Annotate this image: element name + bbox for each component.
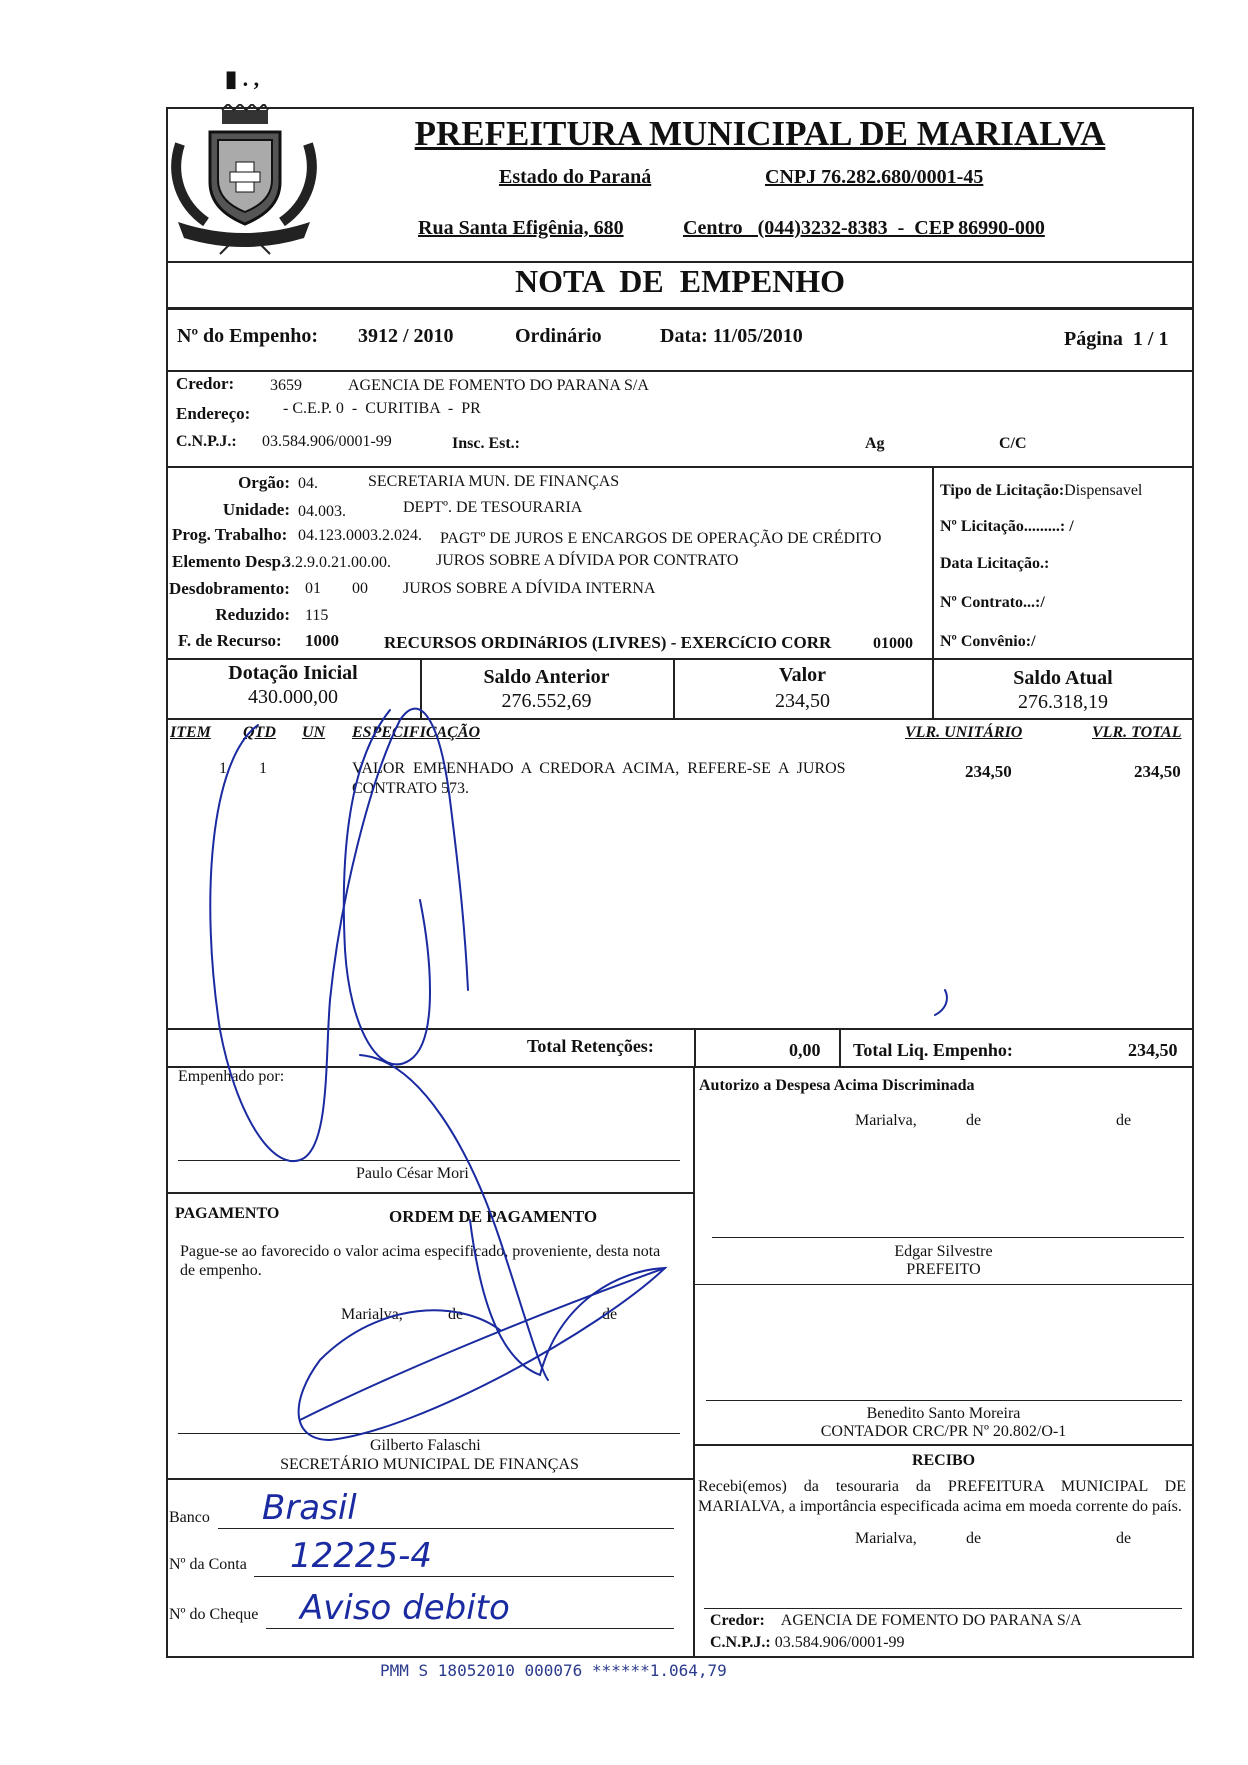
col-especificacao: ESPECIFICAÇÃO [352,724,481,741]
total-retencoes-value: 0,00 [789,1040,821,1060]
credor-label: Credor: [176,374,235,393]
recibo-cnpj-value: 03.584.906/0001-99 [774,1634,905,1651]
secretario-name: Gilberto Falaschi [370,1437,481,1454]
saldo-atual-label: Saldo Atual [1013,667,1113,689]
col-valor-total: VLR. TOTAL [1092,724,1182,741]
item-total-value: 234,50 [1134,762,1181,781]
signature-stroke-2 [330,709,468,1000]
signature-stroke-3 [344,710,430,1064]
unidade-name: DEPTº. DE TESOURARIA [403,499,583,516]
elemento-label: Elemento Desp.: [172,552,291,571]
item-qtd: 1 [259,760,267,777]
recibo-de-2: de [1116,1530,1132,1547]
empenhado-por-name: Paulo César Mori [356,1165,469,1182]
autorizo-de-1: de [966,1112,982,1129]
tipo-licitacao-value: Dispensavel [1064,482,1143,499]
recibo-label: RECIBO [911,1452,976,1469]
recibo-text: Recebi(emos) da tesouraria da PREFEITURA MUNICIPAL DE MARIALVA, a importância especificada acima em moeda corrente do país. [698,1478,1186,1515]
prog-label: Prog. Trabalho: [172,525,288,544]
ordem-de-1: de [448,1306,464,1323]
unidade-code: 04.003. [298,503,346,520]
total-retencoes-label: Total Retenções: [527,1036,654,1056]
total-liquido-label: Total Liq. Empenho: [853,1040,1013,1060]
col-un: UN [302,724,326,741]
address-rest: Centro (044)3232-8383 - CEP 86990-000 [683,217,1045,239]
endereco-label: Endereço: [176,404,251,423]
empenho-date: Data: 11/05/2010 [660,325,803,347]
state-label: Estado do Paraná [499,166,652,188]
recibo-marialva: Marialva, [855,1530,917,1547]
prefeito-title: PREFEITO [906,1261,981,1278]
conta-value[interactable]: 12225-4 [290,1536,433,1576]
reduzido-label: Reduzido: [215,605,290,624]
street-label: Rua Santa Efigênia, 680 [418,217,624,239]
endereco-value: - C.E.P. 0 - CURITIBA - PR [283,400,481,417]
cnpj-credor-label: C.N.P.J.: [176,433,237,450]
numero-contrato: Nº Contrato...:/ [940,594,1045,611]
recibo-credor-value: AGENCIA DE FOMENTO DO PARANA S/A [780,1612,1082,1629]
item-desc-line1: VALOR EMPENHADO A CREDORA ACIMA, REFERE-SE A JUROS [352,760,846,777]
prog-name: PAGTº DE JUROS E ENCARGOS DE OPERAÇÃO DE CRÉDITO [440,530,882,547]
cc-label: C/C [999,435,1027,452]
pague-se-text: Pague-se ao favorecido o valor acima especificado, proveniente, desta nota de empenho. [180,1243,661,1279]
secretario-title: SECRETÁRIO MUNICIPAL DE FINANÇAS [280,1456,579,1473]
saldo-atual-value: 276.318,19 [1018,691,1108,713]
elemento-code: 3.2.9.0.21.00.00. [283,554,391,571]
valor-label: Valor [778,664,827,686]
signature-stroke-5 [299,1220,665,1440]
empenhado-por-label: Empenhado por: [178,1068,285,1085]
item-unit-value: 234,50 [965,762,1012,781]
dotacao-value: 430.000,00 [248,686,338,708]
desdobramento-code1: 01 [305,580,321,597]
contador-name: Benedito Santo Moreira [866,1405,1021,1422]
recurso-name: RECURSOS ORDINáRIOS (LIVRES) - EXERCíCIO CORR [384,633,832,652]
empenho-label: Nº do Empenho: [177,325,319,347]
desdobramento-code2: 00 [352,580,368,597]
item-number: 1 [219,760,227,777]
tipo-licitacao-label: Tipo de Licitação: [940,482,1065,499]
banco-label: Banco [169,1509,210,1526]
autorizo-marialva: Marialva, [855,1112,917,1129]
pagamento-label: PAGAMENTO [175,1205,280,1222]
credor-code: 3659 [270,377,302,394]
ag-label: Ag [865,435,885,452]
orgao-code: 04. [298,475,318,492]
cnpj-credor-value: 03.584.906/0001-99 [262,433,392,450]
credor-name: AGENCIA DE FOMENTO DO PARANA S/A [348,377,649,394]
recibo-credor-label: Credor: [710,1612,765,1629]
autorizo-de-2: de [1116,1112,1132,1129]
page-title: PREFEITURA MUNICIPAL DE MARIALVA [414,114,1106,153]
recibo-de-1: de [966,1530,982,1547]
cnpj-label: CNPJ 76.282.680/0001-45 [765,166,984,188]
orgao-name: SECRETARIA MUN. DE FINANÇAS [368,473,620,490]
elemento-name: JUROS SOBRE A DÍVIDA POR CONTRATO [436,552,739,569]
signature-stroke-1 [210,725,330,1161]
insc-label: Insc. Est.: [452,435,521,452]
col-qtd: QTD [243,724,276,741]
prefeito-name: Edgar Silvestre [894,1243,993,1260]
banco-value[interactable]: Brasil [262,1488,357,1528]
desdobramento-label: Desdobramento: [169,579,290,598]
prog-code: 04.123.0003.2.024. [298,527,422,544]
numero-licitacao: Nº Licitação.........: / [940,518,1074,535]
total-liquido-value: 234,50 [1128,1040,1178,1060]
signature-stroke-7 [935,990,947,1015]
saldo-anterior-value: 276.552,69 [501,690,592,712]
valor-value: 234,50 [775,690,830,712]
conta-label: Nº da Conta [169,1556,247,1573]
autorizo-label: Autorizo a Despesa Acima Discriminada [699,1077,975,1094]
ordem-pagamento-label: ORDEM DE PAGAMENTO [389,1207,598,1226]
document-type-title: NOTA DE EMPENHO [514,263,846,299]
footer-stamp: PMM S 18052010 000076 ******1.064,79 [380,1661,727,1680]
unidade-label: Unidade: [222,500,290,519]
page-number: Página 1 / 1 [1064,328,1169,350]
numero-convenio: Nº Convênio:/ [940,633,1036,650]
recurso-number: 01000 [873,635,913,652]
empenho-number: 3912 / 2010 [358,325,454,347]
ordem-de-2: de [602,1306,618,1323]
col-item: ITEM [170,724,211,741]
empenho-type: Ordinário [515,325,602,347]
scan-mark: ▮ . , [225,66,260,91]
recurso-label: F. de Recurso: [178,631,282,650]
data-licitacao: Data Licitação.: [940,555,1050,572]
item-desc-line2: CONTRATO 573. [352,780,470,797]
saldo-anterior-label: Saldo Anterior [483,666,610,688]
col-valor-unitario: VLR. UNITÁRIO [905,724,1023,741]
cheque-value[interactable]: Aviso debito [300,1588,510,1628]
signature-stroke-4 [360,1055,548,1380]
orgao-label: Orgão: [238,473,290,492]
recurso-code: 1000 [305,631,339,650]
desdobramento-name: JUROS SOBRE A DÍVIDA INTERNA [403,580,656,597]
recibo-cnpj-label: C.N.P.J.: [710,1634,771,1651]
cheque-label: Nº do Cheque [169,1606,259,1623]
dotacao-label: Dotação Inicial [228,662,358,684]
ordem-marialva: Marialva, [341,1306,403,1323]
reduzido-value: 115 [305,607,329,624]
contador-title: CONTADOR CRC/PR Nº 20.802/O-1 [820,1423,1067,1440]
